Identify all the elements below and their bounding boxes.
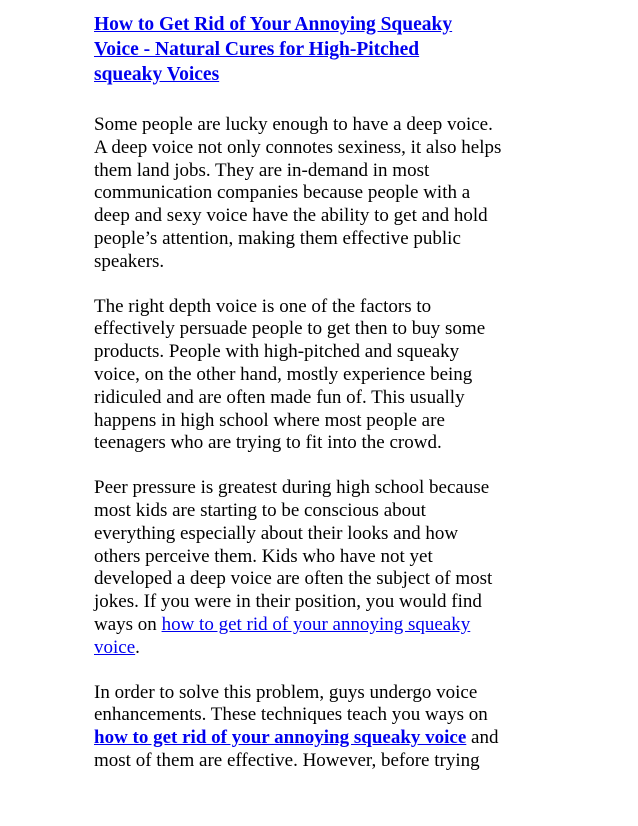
text-line xyxy=(94,614,554,637)
text-line: voice, on the other hand, mostly experience being xyxy=(94,363,473,385)
text-line: enhancements. These techniques teach you ways on xyxy=(94,704,488,726)
text-line: everything especially about their looks and how xyxy=(94,522,459,544)
text-line: ridiculed and are often made fun of. This usually xyxy=(94,386,465,408)
paragraph-peer-pressure xyxy=(94,477,554,659)
paragraph-right-depth xyxy=(94,296,554,456)
text-line: them land jobs. They are in-demand in most xyxy=(94,159,430,181)
text-line xyxy=(94,637,554,660)
text-line: jokes. If you were in their position, you would find xyxy=(94,591,482,613)
text-line: Peer pressure is greatest during high school because xyxy=(94,477,490,499)
text-line: The right depth voice is one of the factors to xyxy=(94,295,432,317)
text-line: developed a deep voice are often the subject of most xyxy=(94,568,493,590)
text-line: A deep voice not only connotes sexiness, it also helps xyxy=(94,136,502,158)
paragraph-voice-enhancements xyxy=(94,682,554,773)
text-line: speakers. xyxy=(94,250,165,272)
text-line: deep and sexy voice have the ability to get and hold xyxy=(94,205,488,227)
text-line: communication companies because people with a xyxy=(94,182,471,204)
text-line: most kids are starting to be conscious about xyxy=(94,499,426,521)
text-fragment: and xyxy=(466,727,499,749)
text-line: people’s attention, making them effective public xyxy=(94,227,461,249)
title-line[interactable]: How to Get Rid of Your Annoying Squeaky xyxy=(94,14,453,35)
text-line: products. People with high-pitched and squeaky xyxy=(94,341,460,363)
text-line: others perceive them. Kids who have not yet xyxy=(94,545,433,567)
text-line: Some people are lucky enough to have a deep voice. xyxy=(94,114,493,135)
title-line[interactable]: Voice - Natural Cures for High-Pitched xyxy=(94,39,420,60)
page-title[interactable] xyxy=(94,12,554,87)
squeaky-voice-bold-link[interactable]: how to get rid of your annoying squeaky voice xyxy=(94,727,467,749)
text-fragment: . xyxy=(135,636,140,658)
text-fragment: ways on xyxy=(94,613,162,635)
squeaky-voice-link-continued[interactable]: voice xyxy=(94,636,136,658)
text-line xyxy=(94,727,554,750)
squeaky-voice-link[interactable]: how to get rid of your annoying squeaky xyxy=(161,613,471,635)
paragraph-deep-voice xyxy=(94,114,554,274)
text-line: effectively persuade people to get then to buy some xyxy=(94,318,486,340)
title-line[interactable]: squeaky Voices xyxy=(94,64,220,85)
text-line: most of them are effective. However, before trying xyxy=(94,749,480,771)
document-page xyxy=(94,12,554,773)
text-line: In order to solve this problem, guys undergo voice xyxy=(94,681,478,703)
text-line: teenagers who are trying to fit into the crowd. xyxy=(94,432,442,454)
text-line: happens in high school where most people are xyxy=(94,409,445,431)
